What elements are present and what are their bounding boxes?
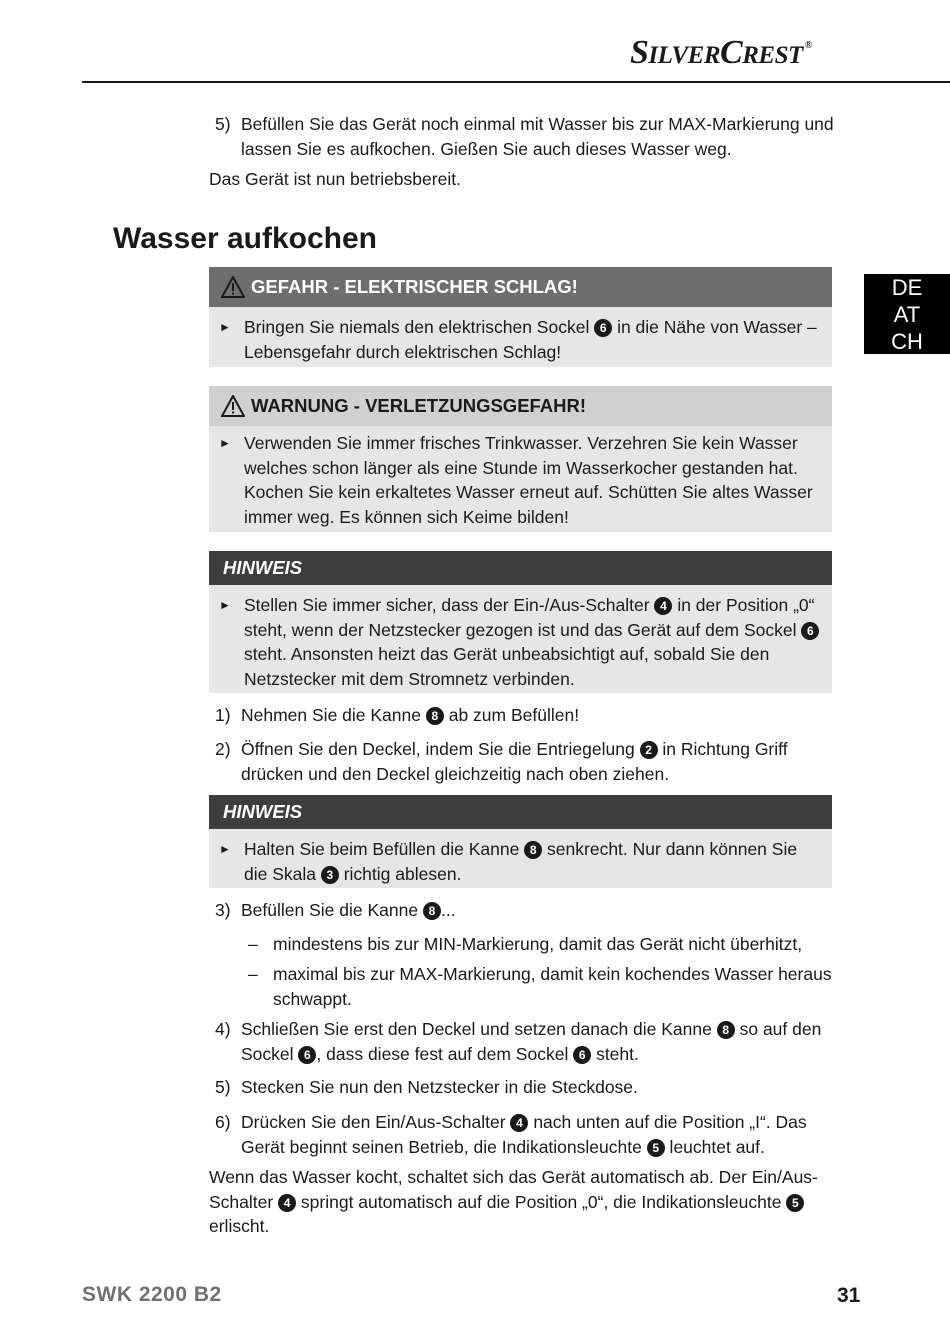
dash-bullet: – xyxy=(248,934,258,954)
brand-logo-part: REST xyxy=(742,42,803,69)
warning-box xyxy=(209,386,832,532)
step-text: Befüllen Sie das Gerät noch einmal mit Wasser bis zur MAX-Markierung und lassen Sie es aufkochen. Gießen Sie auch dieses Wasser weg. xyxy=(241,114,834,159)
lang-de: DE xyxy=(891,275,923,300)
dash-bullet: – xyxy=(248,964,258,984)
step-number: 1) xyxy=(215,705,231,725)
language-tab xyxy=(864,274,950,354)
hint-text: in der Position „0“ steht, wenn der Netzstecker gezogen ist und das Gerät auf dem Sockel xyxy=(244,595,815,640)
step-number: 4) xyxy=(215,1019,231,1039)
step-number: 3) xyxy=(215,900,231,920)
hint-header: HINWEIS xyxy=(209,795,832,829)
part-number-badge: 4 xyxy=(510,1114,528,1132)
part-number-badge: 8 xyxy=(524,841,542,859)
danger-header xyxy=(209,267,832,307)
danger-text: Bringen Sie niemals den elektrischen Sockel xyxy=(244,317,595,337)
hint-body xyxy=(209,585,832,699)
part-number-badge: 6 xyxy=(801,622,819,640)
part-number-badge: 5 xyxy=(647,1139,665,1157)
dash-item-max xyxy=(248,962,833,1011)
hint-box-2 xyxy=(209,795,832,888)
warning-title: WARNUNG - VERLETZUNGSGEFAHR! xyxy=(251,395,587,416)
dash-text: maximal bis zur MAX-Markierung, damit kein kochendes Wasser heraus schwappt. xyxy=(273,964,832,1009)
step-1 xyxy=(215,703,835,728)
bullet-arrow-icon: ► xyxy=(219,320,231,334)
warning-header xyxy=(209,386,832,426)
step-text: Öffnen Sie den Deckel, indem Sie die Entriegelung 2 in Richtung Griff drücken und den Deckel gleichzeitig nach oben ziehen. xyxy=(241,739,788,784)
step-text: Schließen Sie erst den Deckel und setzen danach die Kanne 8 so auf den Sockel 6 , dass diese fest auf dem Sockel 6 steht. xyxy=(241,1019,822,1064)
step-2 xyxy=(215,737,835,786)
danger-box xyxy=(209,267,832,367)
part-number-badge: 2 xyxy=(640,741,658,759)
bullet-arrow-icon: ► xyxy=(219,842,231,856)
part-number-badge: 3 xyxy=(321,866,339,884)
warning-triangle-icon xyxy=(221,395,245,417)
header-rule xyxy=(82,81,950,83)
bullet-arrow-icon: ► xyxy=(219,598,231,612)
brand-logo-letter: S xyxy=(630,34,649,71)
part-number-badge: 6 xyxy=(298,1046,316,1064)
dash-text: mindestens bis zur MIN-Markierung, damit das Gerät nicht überhitzt, xyxy=(273,934,803,954)
step-text: Drücken Sie den Ein/Aus-Schalter 4 nach unten auf die Position „I“. Das Gerät beginnt seinen Betrieb, die Indikationsleuchte 5 leuchtet auf. xyxy=(241,1112,807,1157)
ready-text: Das Gerät ist nun betriebsbereit. xyxy=(209,169,461,189)
step-5-plug-in xyxy=(215,1075,835,1100)
step-number: 2) xyxy=(215,739,231,759)
brand-logo xyxy=(630,34,812,72)
danger-body xyxy=(209,307,832,372)
hint-text: steht. Ansonsten heizt das Gerät unbeabsichtigt auf, sobald Sie den Netzstecker mit dem Stromnetz verbinden. xyxy=(244,644,770,689)
hint-text: Stellen Sie immer sicher, dass der Ein-/Aus-Schalter xyxy=(244,595,655,615)
part-number-badge: 4 xyxy=(278,1194,296,1212)
brand-logo-part: ILVER xyxy=(648,42,721,69)
step-6 xyxy=(215,1110,835,1159)
danger-title: GEFAHR - ELEKTRISCHER SCHLAG! xyxy=(251,276,578,297)
step-number: 6) xyxy=(215,1112,231,1132)
hint-body xyxy=(209,829,832,894)
part-number-badge: 8 xyxy=(423,902,441,920)
warning-text: Verwenden Sie immer frisches Trinkwasser. Verzehren Sie kein Wasser welches schon länger als eine Stunde im Wasserkocher gestanden hat. Kochen Sie kein erkaltetes Wasser erneut auf. Schütten Sie altes Wasser immer weg. Es können sich Keime bilden! xyxy=(244,433,813,527)
step-number: 5) xyxy=(215,1077,231,1097)
part-number-badge: 5 xyxy=(786,1194,804,1212)
footer-model: SWK 2200 B2 xyxy=(82,1283,222,1306)
section-title: Wasser aufkochen xyxy=(113,222,377,255)
danger-text: in die Nähe von Wasser – Lebensgefahr durch elektrischen Schlag! xyxy=(244,317,817,362)
hint-text: Halten Sie beim Befüllen die Kanne xyxy=(244,839,525,859)
step-text: Nehmen Sie die Kanne 8 ab zum Befüllen! xyxy=(241,705,580,725)
part-number-badge: 8 xyxy=(717,1021,735,1039)
final-paragraph: Wenn das Wasser kocht, schaltet sich das Gerät automatisch ab. Der Ein/Aus-Schalter 4 springt automatisch auf die Position „0“, die Indikationsleuchte 5 erlischt. xyxy=(209,1167,818,1236)
step-text: Befüllen Sie die Kanne 8 ... xyxy=(241,900,456,920)
warning-triangle-icon xyxy=(221,276,245,298)
lang-ch: CH xyxy=(891,329,923,354)
step-3 xyxy=(215,898,835,923)
lang-at: AT xyxy=(893,302,921,327)
dash-item-min xyxy=(248,932,833,957)
step-number: 5) xyxy=(215,114,231,134)
hint-header: HINWEIS xyxy=(209,551,832,585)
page-number: 31 xyxy=(837,1284,861,1307)
hint-text: richtig ablesen. xyxy=(338,863,462,884)
step-4 xyxy=(215,1017,835,1066)
part-number-badge: 4 xyxy=(654,597,672,615)
step-text: Stecken Sie nun den Netzstecker in die Steckdose. xyxy=(241,1077,638,1097)
part-number-badge: 8 xyxy=(426,707,444,725)
bullet-arrow-icon: ► xyxy=(219,436,231,450)
step-5-fill-again xyxy=(215,112,835,161)
registered-mark: ® xyxy=(804,40,812,51)
part-number-badge: 6 xyxy=(594,319,612,337)
hint-box-1 xyxy=(209,551,832,693)
part-number-badge: 6 xyxy=(573,1046,591,1064)
hint-text: senkrecht. Nur dann können Sie die Skala xyxy=(244,839,798,884)
brand-logo-letter: C xyxy=(720,34,743,71)
warning-body xyxy=(209,426,832,537)
